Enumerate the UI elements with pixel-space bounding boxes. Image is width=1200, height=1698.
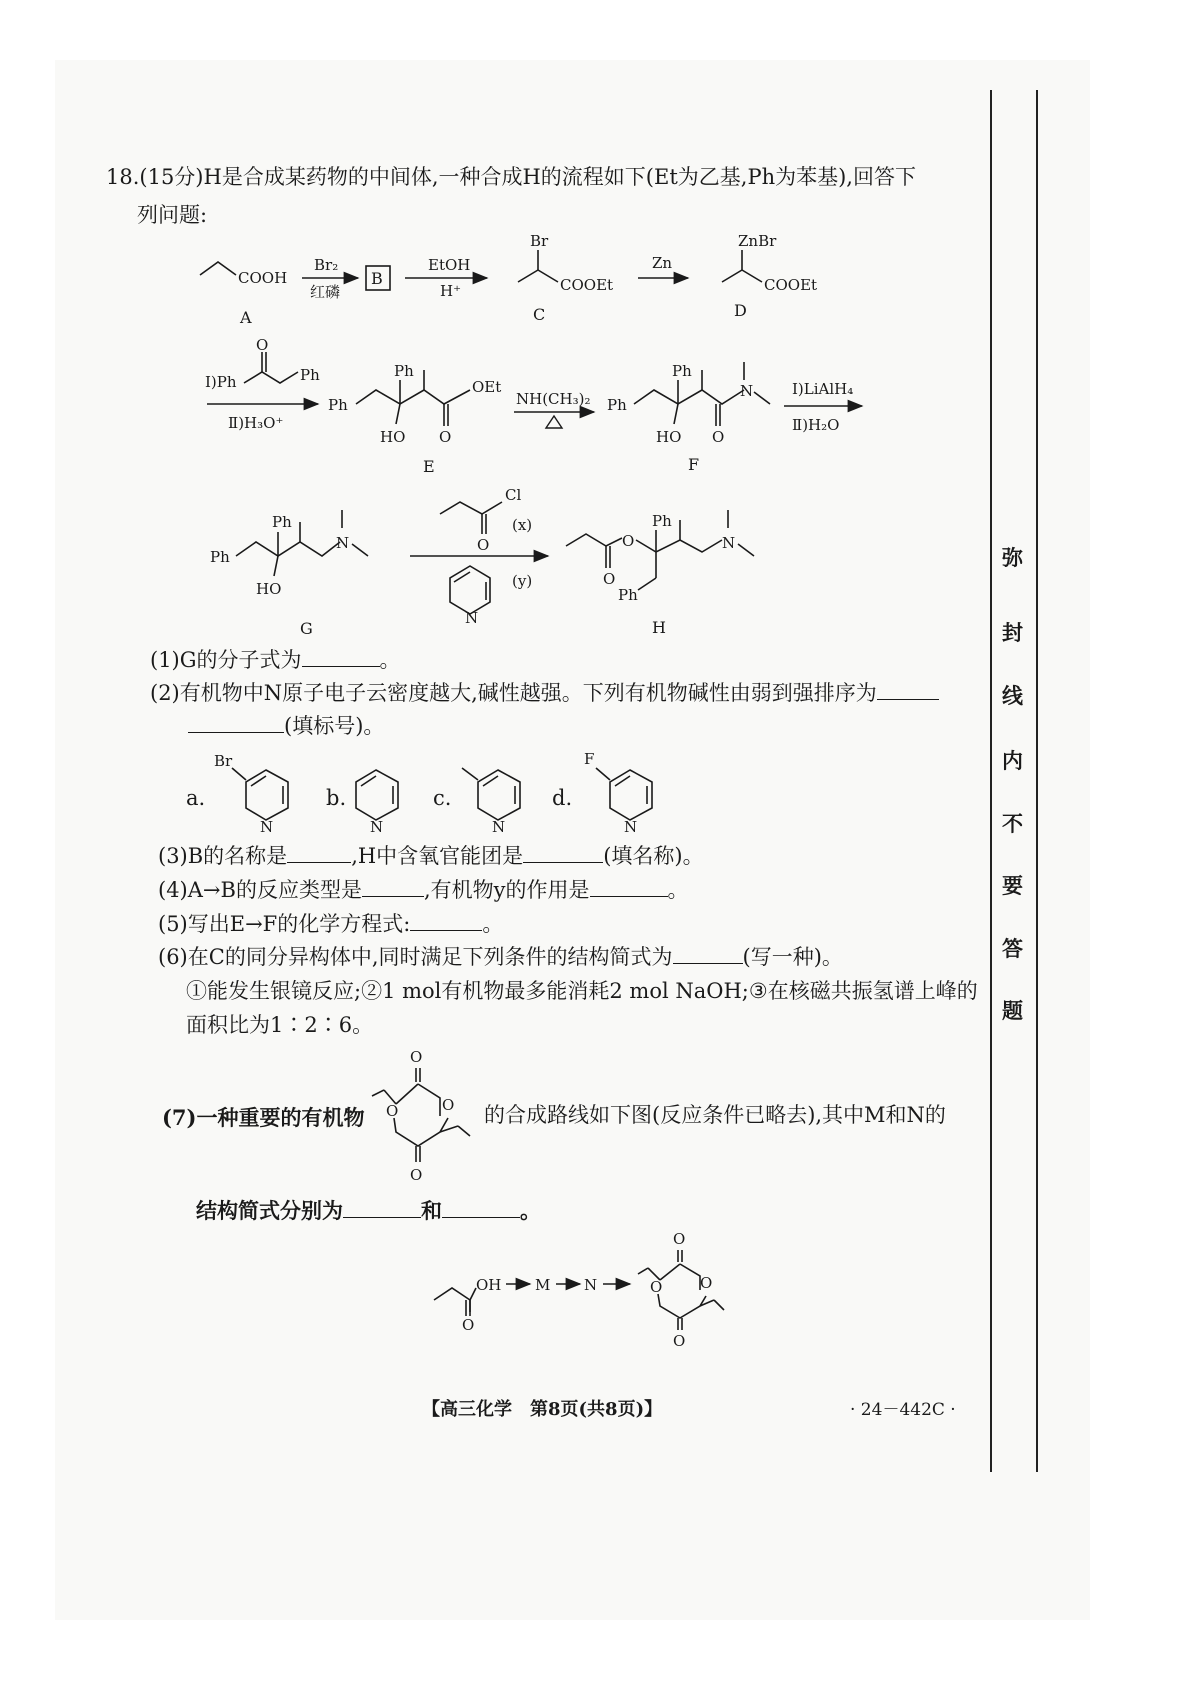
reagent-h3o: Ⅱ)H₃O⁺ <box>228 414 284 432</box>
q2-line2 <box>188 712 384 740</box>
seal-char: 线 <box>1002 683 1023 708</box>
ph-label: Ph <box>672 362 692 380</box>
q3-answer-blank-2[interactable] <box>523 844 603 863</box>
footer-page-info: 【高三化学 第8页(共8页)】 <box>422 1399 663 1420</box>
br-label: Br <box>530 232 549 250</box>
q7-line2 <box>196 1197 541 1225</box>
q1-answer-blank[interactable] <box>302 648 380 667</box>
q7-text-d: 和 <box>421 1198 442 1223</box>
question-intro-line1: 18.(15分)H是合成某药物的中间体,一种合成H的流程如下(Et为乙基,Ph为苯基),回答下 <box>106 165 916 189</box>
q1-text: (1)G的分子式为 <box>150 648 302 672</box>
ho-label: HO <box>380 428 406 446</box>
label-h: H <box>652 618 666 637</box>
q5-text: (5)写出E→F的化学方程式: <box>158 912 411 936</box>
ph-label: Ph <box>328 396 348 414</box>
o-label: O <box>622 532 635 550</box>
q4-answer-blank-1[interactable] <box>362 878 424 897</box>
q7-text-c: 结构简式分别为 <box>196 1198 343 1223</box>
q7-text-a: (7)一种重要的有机物 <box>162 1105 365 1130</box>
q1-line <box>150 646 401 674</box>
reagent-lialh4: Ⅰ)LiAlH₄ <box>792 380 854 398</box>
q2-answer-blank-2[interactable] <box>188 714 284 733</box>
q6-line <box>158 943 843 971</box>
label-d: D <box>734 301 747 320</box>
seal-char: 答 <box>1002 936 1023 961</box>
footer-code: · 24－442C · <box>850 1400 956 1420</box>
q7-text-b: 的合成路线如下图(反应条件已略去),其中M和N的 <box>484 1103 946 1127</box>
n-label: N <box>370 818 384 836</box>
o-label: O <box>650 1278 663 1296</box>
reagent-step1: Ⅰ)Ph <box>205 373 237 391</box>
q2-line1 <box>150 679 939 707</box>
arrow-e-f <box>514 390 594 428</box>
option-a-label: a. <box>186 786 206 810</box>
option-a-structure <box>214 752 288 836</box>
reagent-h-plus: H⁺ <box>440 282 461 300</box>
o-label: O <box>462 1316 475 1334</box>
q4-text: (4)A→B的反应类型是 <box>158 878 362 902</box>
label-a: A <box>240 308 252 327</box>
compound-a <box>200 262 287 327</box>
cooet-label: COOEt <box>560 276 614 294</box>
o-label: O <box>256 336 269 354</box>
seal-char: 题 <box>1002 998 1023 1023</box>
q6-text: (6)在C的同分异构体中,同时满足下列条件的结构简式为 <box>158 945 673 969</box>
ho-label: HO <box>656 428 682 446</box>
option-b-structure <box>356 770 398 836</box>
reagent-dimethylamine: NH(CH₃)₂ <box>516 390 591 408</box>
reagent-y-label: (y) <box>512 572 533 590</box>
arrow-b-c <box>405 256 487 300</box>
n-label: N <box>740 382 754 400</box>
q3-text: (3)B的名称是 <box>158 844 288 868</box>
q2-fill-hint: (填标号)。 <box>284 714 385 738</box>
compound-c <box>518 232 613 324</box>
q4-text-2: ,有机物y的作用是 <box>423 878 590 902</box>
br-label: Br <box>214 752 233 770</box>
seal-char: 内 <box>1002 748 1023 773</box>
reagent-etoh: EtOH <box>428 256 471 274</box>
q3-text-2: ,H中含氧官能团是 <box>351 844 524 868</box>
cooh-label: COOH <box>238 269 288 287</box>
q7-end: 。 <box>520 1198 541 1223</box>
q6-conditions-line2: 面积比为1∶2∶6。 <box>186 1013 374 1037</box>
ph-label: Ph <box>272 513 292 531</box>
question-intro-line2: 列问题: <box>137 203 208 227</box>
arrow-f-g <box>784 380 862 434</box>
seal-char: 不 <box>1002 811 1023 836</box>
q6-conditions-line1: ①能发生银镜反应;②1 mol有机物最多能消耗2 mol NaOH;③在核磁共振氢谱上峰的 <box>186 979 978 1003</box>
oet-label: OEt <box>472 378 502 396</box>
ph-label: Ph <box>394 362 414 380</box>
o-label: O <box>673 1230 686 1248</box>
compound-e <box>328 362 501 476</box>
cooet-label: COOEt <box>764 276 818 294</box>
q7-answer-blank-n[interactable] <box>442 1199 520 1218</box>
label-e: E <box>423 457 435 476</box>
option-d-structure <box>584 750 652 836</box>
n-label: N <box>722 534 736 552</box>
compound-b-box <box>366 266 390 290</box>
q5-end: 。 <box>482 912 504 936</box>
lactide-structure <box>372 1048 470 1184</box>
q1-end: 。 <box>379 648 401 672</box>
seal-char: 要 <box>1002 873 1023 898</box>
option-c-structure <box>462 768 520 836</box>
arrow-c-d <box>638 254 688 278</box>
compound-f <box>607 362 770 474</box>
n-label: N <box>584 1276 598 1294</box>
compound-h <box>566 510 754 637</box>
q2-text: (2)有机物中N原子电子云密度越大,碱性越强。下列有机物碱性由弱到强排序为 <box>150 681 877 705</box>
znbr-label: ZnBr <box>738 232 777 250</box>
reagent-x-label: (x) <box>512 516 533 534</box>
q4-line <box>158 876 689 904</box>
ph-label: Ph <box>300 366 320 384</box>
q2-answer-blank[interactable] <box>877 681 939 700</box>
o-label: O <box>700 1274 713 1292</box>
q7-answer-blank-m[interactable] <box>343 1199 421 1218</box>
q4-answer-blank-2[interactable] <box>590 878 668 897</box>
f-label: F <box>584 750 595 768</box>
ho-label: HO <box>256 580 282 598</box>
compound-d <box>722 232 817 320</box>
seal-char: 弥 <box>1002 545 1023 570</box>
reagent-red-phosphorus: 红磷 <box>310 283 341 301</box>
ph-label: Ph <box>210 548 230 566</box>
ph-label: Ph <box>607 396 627 414</box>
ph-label: Ph <box>652 512 672 530</box>
q3-line <box>158 842 704 870</box>
q5-answer-blank[interactable] <box>410 912 482 931</box>
o-label: O <box>477 536 490 554</box>
o-label: O <box>410 1166 423 1184</box>
n-label: N <box>492 818 506 836</box>
cl-label: Cl <box>505 486 522 504</box>
label-f: F <box>688 455 700 474</box>
reagent-br2: Br₂ <box>314 256 339 274</box>
n-label: N <box>624 818 638 836</box>
q6-answer-blank[interactable] <box>673 945 743 964</box>
n-label: N <box>260 818 274 836</box>
o-label: O <box>442 1096 455 1114</box>
arrow-d-e <box>205 336 320 432</box>
arrow-g-h <box>410 486 548 627</box>
n-label: N <box>465 609 479 627</box>
o-label: O <box>673 1332 686 1350</box>
ph-label: Ph <box>618 586 638 604</box>
o-label: O <box>439 428 452 446</box>
seal-char: 封 <box>1002 620 1023 645</box>
option-c-label: c. <box>433 786 452 810</box>
q3-answer-blank-1[interactable] <box>287 844 351 863</box>
compound-g <box>210 510 368 638</box>
label-g: G <box>300 619 313 638</box>
label-c: C <box>533 305 546 324</box>
option-b-label: b. <box>326 786 347 810</box>
o-label: O <box>712 428 725 446</box>
oh-label: OH <box>476 1276 502 1294</box>
q5-line <box>158 910 503 938</box>
q4-end: 。 <box>667 878 689 902</box>
arrow-a-b <box>302 256 358 301</box>
o-label: O <box>410 1048 423 1066</box>
n-label: N <box>336 534 350 552</box>
q7-route <box>434 1230 724 1350</box>
label-b: B <box>371 269 383 288</box>
o-label: O <box>386 1102 399 1120</box>
q6-hint: (写一种)。 <box>742 945 843 969</box>
reagent-zn: Zn <box>652 254 673 272</box>
reagent-h2o: Ⅱ)H₂O <box>792 416 840 434</box>
m-label: M <box>535 1276 551 1294</box>
option-d-label: d. <box>552 786 573 810</box>
o-label: O <box>603 570 616 588</box>
q3-hint: (填名称)。 <box>603 844 704 868</box>
